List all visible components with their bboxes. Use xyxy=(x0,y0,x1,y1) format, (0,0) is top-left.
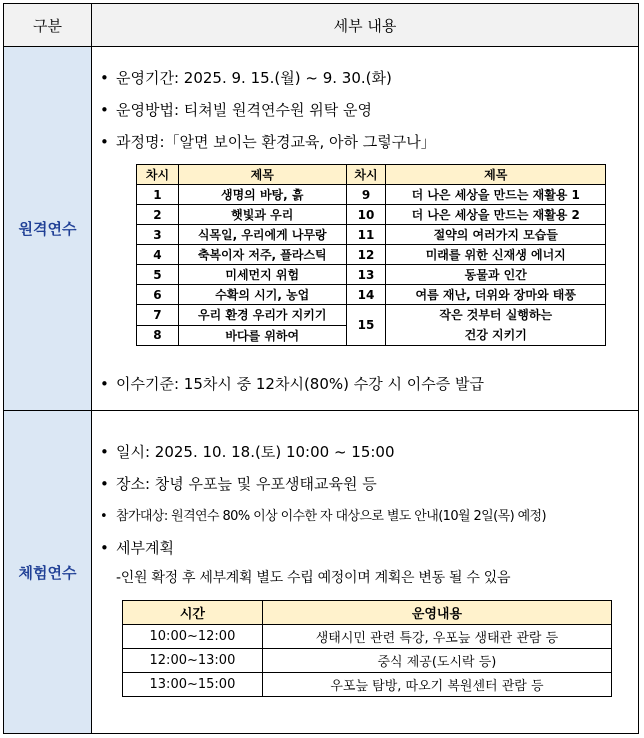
cell: 5 xyxy=(137,265,179,285)
cell: 축복이자 저주, 플라스틱 xyxy=(178,245,346,265)
th-session-no-2: 차시 xyxy=(346,165,386,185)
experience-training-label: 체험연수 xyxy=(4,411,92,733)
merged-line-2: 건강 지키기 xyxy=(464,328,527,342)
cell: 13 xyxy=(346,265,386,285)
session-table-header xyxy=(137,165,606,185)
cell: 7 xyxy=(137,305,179,326)
cell: 4 xyxy=(137,245,179,265)
table-row xyxy=(137,265,606,285)
cell-merged xyxy=(386,305,606,346)
cell: 중식 제공(도시락 등) xyxy=(262,649,611,673)
cell: 12 xyxy=(346,245,386,265)
cell: 14 xyxy=(346,285,386,305)
experience-place: • 장소: 창녕 우포늪 및 우포생태교육원 등 xyxy=(100,475,377,493)
experience-plan-note: -인원 확정 후 세부계획 별도 수립 예정이며 계획은 변동 될 수 있음 xyxy=(116,570,511,586)
detail-table xyxy=(3,3,639,734)
th-title-2: 제목 xyxy=(386,165,606,185)
table-row xyxy=(123,649,612,673)
schedule-table-header xyxy=(123,601,612,625)
table-row xyxy=(137,245,606,265)
header-details: 세부 내용 xyxy=(333,16,397,35)
remote-course-name: • 과정명:「알면 보이는 환경교육, 아하 그렇구나」 xyxy=(100,133,436,151)
schedule-table xyxy=(122,600,612,697)
header-category: 구분 xyxy=(4,4,92,46)
th-session-no: 차시 xyxy=(137,165,179,185)
cell: 생명의 바탕, 흙 xyxy=(178,185,346,205)
remote-training-body xyxy=(92,47,638,410)
cell: 우포늪 탐방, 따오기 복원센터 관람 등 xyxy=(262,673,611,697)
cell: 1 xyxy=(137,185,179,205)
cell: 식목일, 우리에게 나무랑 xyxy=(178,225,346,245)
experience-date: • 일시: 2025. 10. 18.(토) 10:00 ~ 15:00 xyxy=(100,443,395,461)
cell: 13:00~15:00 xyxy=(123,673,263,697)
cell: 여름 재난, 더위와 장마와 태풍 xyxy=(386,285,606,305)
cell: 12:00~13:00 xyxy=(123,649,263,673)
cell: 15 xyxy=(346,305,386,346)
cell: 생태시민 관련 특강, 우포늪 생태관 관람 등 xyxy=(262,625,611,649)
cell: 수확의 시기, 농업 xyxy=(178,285,346,305)
remote-period: • 운영기간: 2025. 9. 15.(월) ~ 9. 30.(화) xyxy=(100,69,392,87)
merged-line-1: 작은 것부터 실행하는 xyxy=(439,308,553,322)
remote-completion: • 이수기준: 15차시 중 12차시(80%) 수강 시 이수증 발급 xyxy=(100,375,484,393)
experience-training-row xyxy=(4,411,638,733)
th-title: 제목 xyxy=(178,165,346,185)
cell: 3 xyxy=(137,225,179,245)
table-row xyxy=(123,625,612,649)
experience-plan: • 세부계획 xyxy=(100,539,174,557)
cell: 더 나은 세상을 만드는 재활용 2 xyxy=(386,205,606,225)
cell: 8 xyxy=(137,325,179,346)
table-row xyxy=(137,225,606,245)
table-row xyxy=(137,185,606,205)
cell: 우리 환경 우리가 지키기 xyxy=(178,305,346,326)
cell: 절약의 여러가지 모습들 xyxy=(386,225,606,245)
table-row xyxy=(123,673,612,697)
remote-training-label: 원격연수 xyxy=(4,47,92,410)
table-row xyxy=(137,305,606,326)
table-header xyxy=(4,4,638,47)
th-time: 시간 xyxy=(123,601,263,625)
cell: 햇빛과 우리 xyxy=(178,205,346,225)
cell: 11 xyxy=(346,225,386,245)
table-row xyxy=(137,285,606,305)
cell: 바다를 위하여 xyxy=(178,325,346,346)
cell: 10:00~12:00 xyxy=(123,625,263,649)
remote-method: • 운영방법: 티쳐빌 원격연수원 위탁 운영 xyxy=(100,101,372,119)
session-table xyxy=(136,164,606,346)
cell: 10 xyxy=(346,205,386,225)
experience-training-body xyxy=(92,411,638,733)
cell: 2 xyxy=(137,205,179,225)
experience-target: • 참가대상: 원격연수 80% 이상 이수한 자 대상으로 별도 안내(10월 2일(목) 예정) xyxy=(100,509,546,524)
cell: 미래를 위한 신재생 에너지 xyxy=(386,245,606,265)
cell: 6 xyxy=(137,285,179,305)
remote-training-row xyxy=(4,47,638,411)
cell: 미세먼지 위험 xyxy=(178,265,346,285)
cell: 9 xyxy=(346,185,386,205)
th-content: 운영내용 xyxy=(262,601,611,625)
cell: 동물과 인간 xyxy=(386,265,606,285)
cell: 더 나은 세상을 만드는 재활용 1 xyxy=(386,185,606,205)
table-row xyxy=(137,205,606,225)
